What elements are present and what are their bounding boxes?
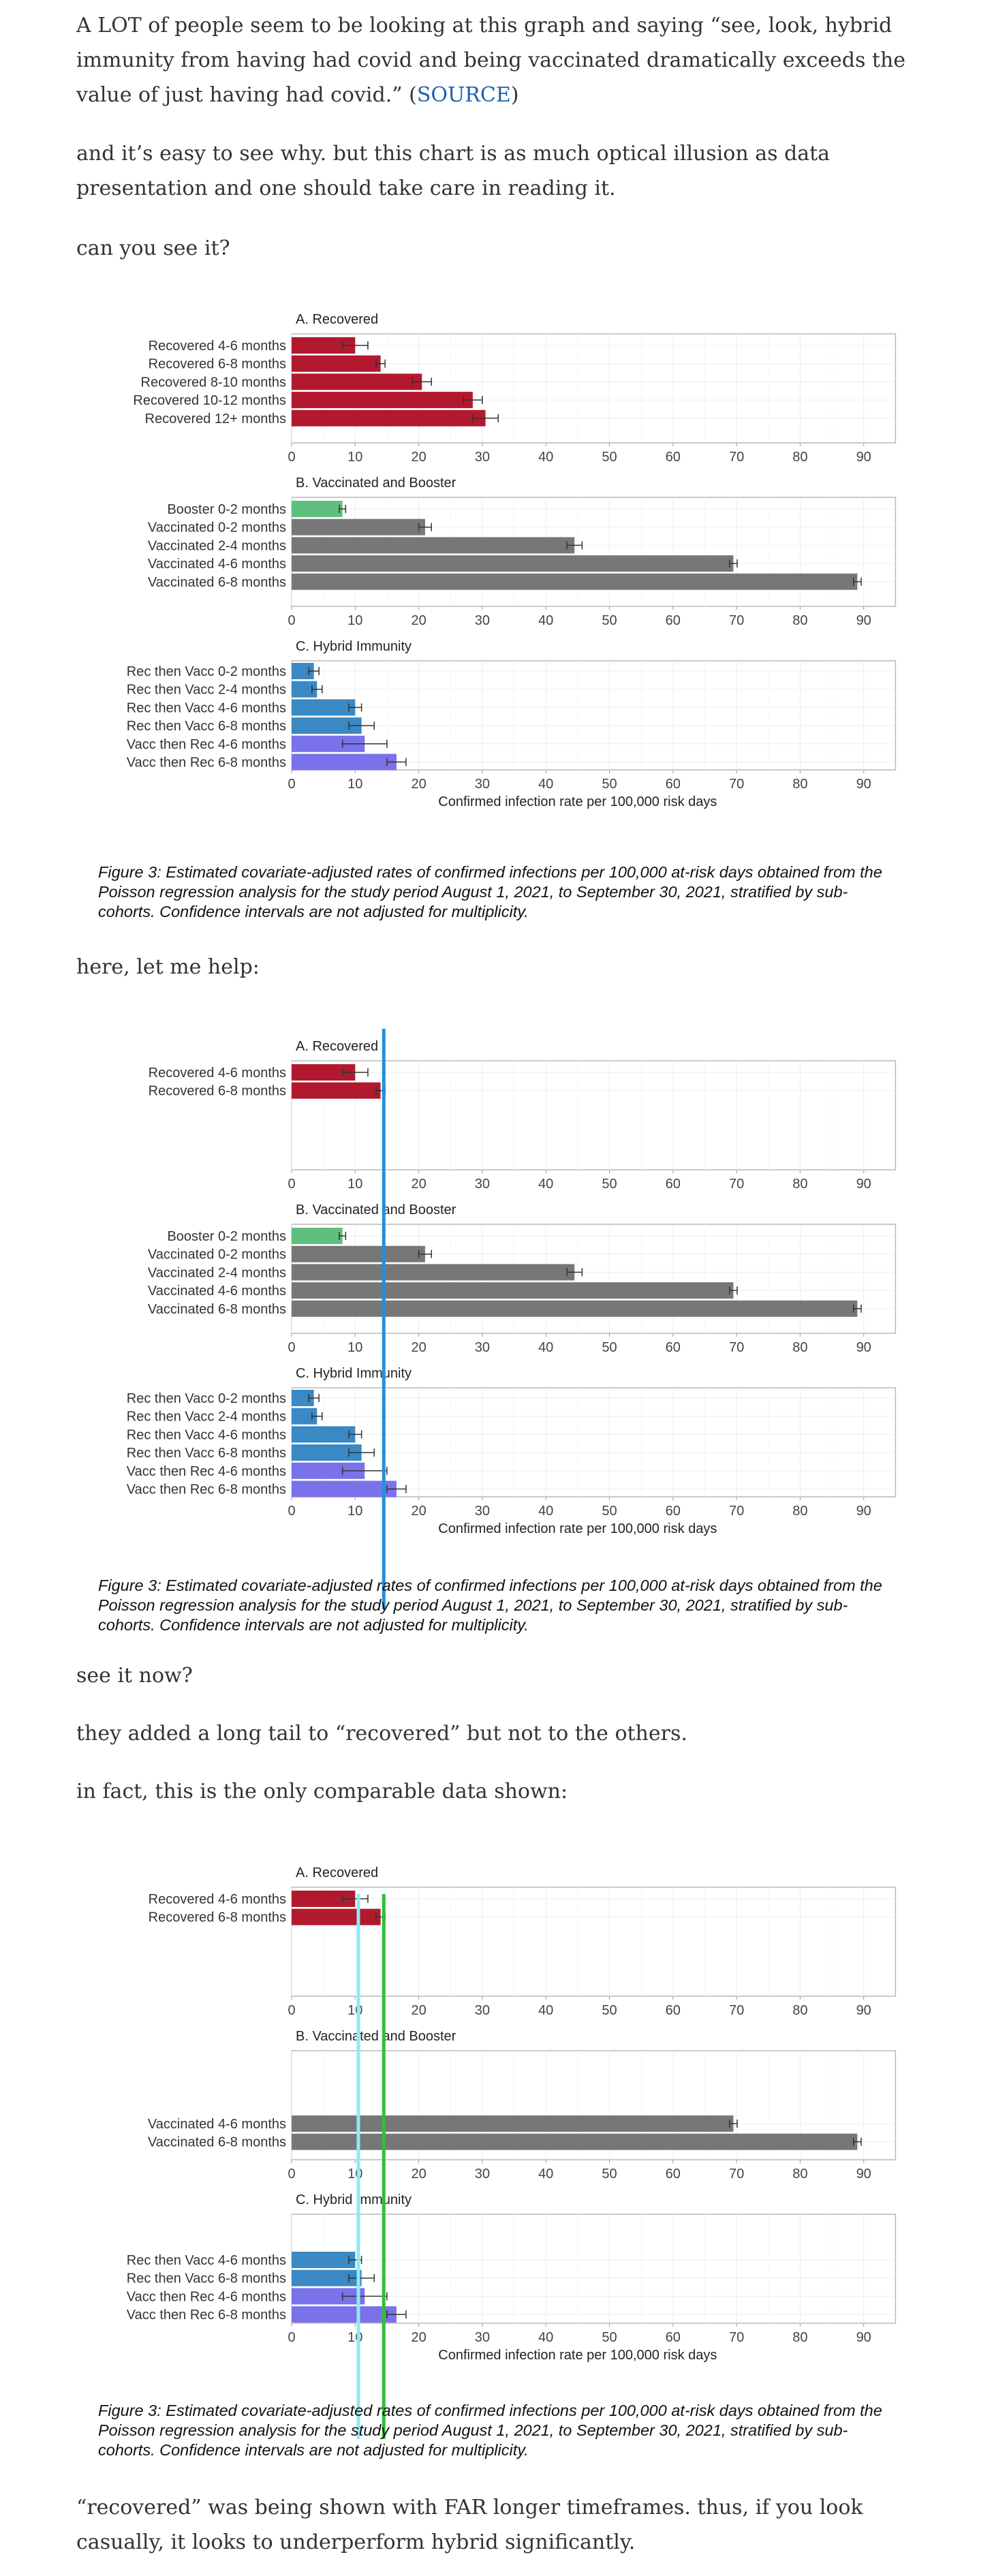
figure-caption-1: Figure 3: Estimated covariate-adjusted rates of confirmed infections per 100,000 at-risk days obtained from the Poisson regression analysis for the study period August 1, 2021, to September 30, 2021, stratified by sub-cohorts. Confidence intervals are not adjusted for multiplicity. bbox=[98, 863, 882, 920]
x-axis-label: Confirmed infection rate per 100,000 risk days bbox=[438, 794, 717, 809]
tick-label: 90 bbox=[856, 1177, 871, 1192]
paragraph-see-it-now: see it now? bbox=[76, 1664, 193, 1688]
tick-label: 70 bbox=[728, 450, 745, 465]
bar bbox=[292, 410, 486, 426]
bar bbox=[292, 754, 397, 771]
tick-label: 80 bbox=[792, 2167, 808, 2182]
tick-label: 50 bbox=[602, 613, 617, 628]
tick-label: 0 bbox=[288, 450, 296, 465]
category-label: Vaccinated 4-6 months bbox=[147, 2117, 286, 2132]
tick-label: 80 bbox=[792, 450, 808, 465]
figure-caption-2: Figure 3: Estimated covariate-adjusted rates of confirmed infections per 100,000 at-risk days obtained from the Poisson regression analysis for the study period August 1, 2021, to September 30, 2021, stratified by sub-cohorts. Confidence intervals are not adjusted for multiplicity. bbox=[98, 1577, 882, 1634]
tick-label: 30 bbox=[474, 613, 491, 628]
tick-label: 40 bbox=[538, 613, 554, 628]
paragraph-can-you-see: can you see it? bbox=[76, 236, 230, 260]
category-label: Rec then Vacc 0-2 months bbox=[126, 664, 286, 679]
panel-title: C. Hybrid Immunity bbox=[296, 2192, 412, 2207]
bar bbox=[292, 519, 425, 536]
category-label: Vaccinated 6-8 months bbox=[147, 2135, 286, 2150]
source-close-paren: ) bbox=[510, 83, 519, 107]
tick-label: 60 bbox=[665, 2330, 681, 2345]
tick-label: 60 bbox=[665, 1340, 681, 1355]
tick-label: 30 bbox=[474, 450, 491, 465]
category-label: Rec then Vacc 6-8 months bbox=[126, 1446, 286, 1461]
tick-label: 20 bbox=[411, 450, 427, 465]
category-label: Recovered 12+ months bbox=[144, 411, 286, 426]
bar bbox=[292, 2306, 397, 2323]
tick-label: 50 bbox=[602, 2330, 617, 2345]
tick-label: 30 bbox=[474, 1340, 491, 1355]
tick-label: 80 bbox=[792, 613, 808, 628]
figure-annotated-chart bbox=[0, 1008, 992, 1594]
tick-label: 60 bbox=[665, 2003, 681, 2018]
tick-label: 90 bbox=[856, 1504, 871, 1519]
tick-label: 60 bbox=[665, 1177, 681, 1192]
tick-label: 30 bbox=[474, 1177, 491, 1192]
panel-frame bbox=[292, 661, 895, 770]
tick-label: 50 bbox=[602, 2167, 617, 2182]
tick-label: 0 bbox=[288, 2003, 296, 2018]
bar bbox=[292, 555, 733, 572]
category-label: Rec then Vacc 4-6 months bbox=[126, 2253, 286, 2268]
panel-title: B. Vaccinated and Booster bbox=[296, 2029, 456, 2044]
tick-label: 50 bbox=[602, 1504, 617, 1519]
category-label: Recovered 4-6 months bbox=[148, 1066, 286, 1081]
tick-label: 50 bbox=[602, 1340, 617, 1355]
tick-label: 90 bbox=[856, 777, 871, 792]
category-label: Vaccinated 0-2 months bbox=[147, 520, 286, 536]
tick-label: 90 bbox=[856, 1340, 871, 1355]
tick-label: 20 bbox=[411, 1504, 427, 1519]
tick-label: 30 bbox=[474, 2330, 491, 2345]
bar bbox=[292, 1083, 381, 1099]
category-label: Recovered 10-12 months bbox=[133, 393, 286, 409]
tick-label: 60 bbox=[665, 613, 681, 628]
figure-original-chart bbox=[0, 310, 992, 809]
tick-label: 50 bbox=[602, 1177, 617, 1192]
panel-title: C. Hybrid Immunity bbox=[296, 1366, 412, 1381]
category-label: Rec then Vacc 6-8 months bbox=[126, 719, 286, 734]
tick-label: 70 bbox=[728, 777, 745, 792]
tick-label: 10 bbox=[347, 1177, 363, 1192]
tick-label: 70 bbox=[728, 2003, 745, 2018]
tick-label: 10 bbox=[347, 613, 363, 628]
category-label: Vaccinated 4-6 months bbox=[147, 557, 286, 572]
category-label: Rec then Vacc 2-4 months bbox=[126, 682, 286, 698]
tick-label: 0 bbox=[288, 2330, 296, 2345]
tick-label: 70 bbox=[728, 1177, 745, 1192]
category-label: Vacc then Rec 6-8 months bbox=[126, 1482, 286, 1498]
tick-label: 10 bbox=[347, 1340, 363, 1355]
tick-label: 30 bbox=[474, 2167, 491, 2182]
paragraph-intro bbox=[76, 8, 935, 112]
tick-label: 20 bbox=[411, 2167, 427, 2182]
figure-comparable-chart bbox=[0, 1840, 992, 2398]
tick-label: 30 bbox=[474, 1504, 491, 1519]
panel-title: A. Recovered bbox=[296, 1865, 379, 1880]
tick-label: 70 bbox=[728, 1340, 745, 1355]
tick-label: 80 bbox=[792, 1177, 808, 1192]
chart-annotated bbox=[0, 1008, 992, 1594]
source-link[interactable]: SOURCE bbox=[416, 83, 511, 107]
bar bbox=[292, 1264, 574, 1280]
tick-label: 70 bbox=[728, 2330, 745, 2345]
tick-label: 20 bbox=[411, 1340, 427, 1355]
category-label: Rec then Vacc 0-2 months bbox=[126, 1391, 286, 1406]
tick-label: 20 bbox=[411, 777, 427, 792]
bar bbox=[292, 1282, 733, 1299]
tick-label: 80 bbox=[792, 1504, 808, 1519]
tick-label: 0 bbox=[288, 613, 296, 628]
tick-label: 80 bbox=[792, 1340, 808, 1355]
tick-label: 40 bbox=[538, 2330, 554, 2345]
tick-label: 60 bbox=[665, 450, 681, 465]
bar bbox=[292, 1246, 425, 1262]
tick-label: 80 bbox=[792, 2003, 808, 2018]
tick-label: 10 bbox=[347, 450, 363, 465]
category-label: Vaccinated 4-6 months bbox=[147, 1284, 286, 1299]
tick-label: 10 bbox=[347, 1504, 363, 1519]
bar bbox=[292, 373, 422, 390]
bar bbox=[292, 356, 381, 372]
paragraph-comparable: in fact, this is the only comparable data shown: bbox=[76, 1780, 568, 1803]
category-label: Rec then Vacc 6-8 months bbox=[126, 2271, 286, 2286]
tick-label: 10 bbox=[347, 777, 363, 792]
x-axis-label: Confirmed infection rate per 100,000 risk days bbox=[438, 2348, 717, 2363]
tick-label: 70 bbox=[728, 1504, 745, 1519]
panel-title: B. Vaccinated and Booster bbox=[296, 1202, 456, 1217]
tick-label: 30 bbox=[474, 2003, 491, 2018]
bar bbox=[292, 2134, 857, 2150]
category-label: Vaccinated 6-8 months bbox=[147, 574, 286, 590]
category-label: Recovered 4-6 months bbox=[148, 339, 286, 354]
paragraph-long-tail: they added a long tail to “recovered” but not to the others. bbox=[76, 1722, 687, 1745]
category-label: Vacc then Rec 4-6 months bbox=[126, 2289, 286, 2305]
tick-label: 70 bbox=[728, 613, 745, 628]
category-label: Vacc then Rec 4-6 months bbox=[126, 736, 286, 752]
tick-label: 50 bbox=[602, 777, 617, 792]
category-label: Recovered 4-6 months bbox=[148, 1892, 286, 1907]
paragraph-let-me-help: here, let me help: bbox=[76, 955, 260, 979]
category-label: Vaccinated 0-2 months bbox=[147, 1247, 286, 1262]
category-label: Recovered 6-8 months bbox=[148, 356, 286, 372]
bar bbox=[292, 501, 343, 517]
paragraph-illusion: and it’s easy to see why. but this chart is as much optical illusion as data presentation and one should take care in reading it. bbox=[76, 142, 831, 200]
category-label: Rec then Vacc 4-6 months bbox=[126, 1427, 286, 1443]
tick-label: 90 bbox=[856, 2003, 871, 2018]
chart-comparable bbox=[0, 1840, 992, 2398]
tick-label: 10 bbox=[347, 2330, 363, 2345]
bar bbox=[292, 392, 473, 408]
tick-label: 40 bbox=[538, 1504, 554, 1519]
paragraph-conclusion: “recovered” was being shown with FAR longer timeframes. thus, if you look casually, it looks to underperform hybrid significantly. bbox=[76, 2496, 863, 2554]
tick-label: 60 bbox=[665, 777, 681, 792]
tick-label: 0 bbox=[288, 2167, 296, 2182]
category-label: Booster 0-2 months bbox=[167, 1229, 286, 1244]
bar bbox=[292, 1426, 355, 1442]
source-open-paren: ( bbox=[409, 83, 417, 107]
tick-label: 0 bbox=[288, 777, 296, 792]
bar bbox=[292, 2252, 355, 2268]
bar bbox=[292, 1301, 857, 1317]
tick-label: 20 bbox=[411, 2330, 427, 2345]
tick-label: 10 bbox=[347, 2003, 363, 2018]
category-label: Rec then Vacc 4-6 months bbox=[126, 700, 286, 716]
category-label: Booster 0-2 months bbox=[167, 502, 286, 517]
tick-label: 90 bbox=[856, 2167, 871, 2182]
tick-label: 70 bbox=[728, 2167, 745, 2182]
tick-label: 40 bbox=[538, 777, 554, 792]
tick-label: 90 bbox=[856, 2330, 871, 2345]
tick-label: 50 bbox=[602, 450, 617, 465]
category-label: Rec then Vacc 2-4 months bbox=[126, 1409, 286, 1425]
tick-label: 90 bbox=[856, 450, 871, 465]
tick-label: 20 bbox=[411, 2003, 427, 2018]
bar bbox=[292, 537, 574, 553]
tick-label: 40 bbox=[538, 2003, 554, 2018]
category-label: Recovered 6-8 months bbox=[148, 1910, 286, 1925]
panel-title: C. Hybrid Immunity bbox=[296, 639, 412, 654]
chart-original bbox=[0, 310, 992, 809]
tick-label: 0 bbox=[288, 1177, 296, 1192]
tick-label: 0 bbox=[288, 1504, 296, 1519]
tick-label: 60 bbox=[665, 1504, 681, 1519]
category-label: Vacc then Rec 6-8 months bbox=[126, 2308, 286, 2323]
tick-label: 40 bbox=[538, 450, 554, 465]
tick-label: 40 bbox=[538, 1177, 554, 1192]
tick-label: 80 bbox=[792, 2330, 808, 2345]
tick-label: 10 bbox=[347, 2167, 363, 2182]
tick-label: 0 bbox=[288, 1340, 296, 1355]
tick-label: 50 bbox=[602, 2003, 617, 2018]
x-axis-label: Confirmed infection rate per 100,000 risk days bbox=[438, 1521, 717, 1536]
category-label: Recovered 8-10 months bbox=[140, 375, 286, 390]
category-label: Vaccinated 2-4 months bbox=[147, 1265, 286, 1281]
tick-label: 60 bbox=[665, 2167, 681, 2182]
category-label: Vaccinated 6-8 months bbox=[147, 1301, 286, 1317]
bar bbox=[292, 1228, 343, 1244]
panel-title: A. Recovered bbox=[296, 312, 379, 327]
tick-label: 80 bbox=[792, 777, 808, 792]
figure-caption-3: Figure 3: Estimated covariate-adjusted rates of confirmed infections per 100,000 at-risk days obtained from the Poisson regression analysis for the study period August 1, 2021, to September 30, 2021, stratified by sub-cohorts. Confidence intervals are not adjusted for multiplicity. bbox=[98, 2402, 882, 2459]
category-label: Recovered 6-8 months bbox=[148, 1083, 286, 1099]
bar bbox=[292, 574, 857, 590]
tick-label: 20 bbox=[411, 613, 427, 628]
panel-title: A. Recovered bbox=[296, 1039, 379, 1054]
tick-label: 30 bbox=[474, 777, 491, 792]
category-label: Vacc then Rec 6-8 months bbox=[126, 755, 286, 771]
bar bbox=[292, 1909, 381, 1925]
tick-label: 90 bbox=[856, 613, 871, 628]
tick-label: 20 bbox=[411, 1177, 427, 1192]
tick-label: 40 bbox=[538, 2167, 554, 2182]
category-label: Vaccinated 2-4 months bbox=[147, 538, 286, 554]
paragraph-intro-text: A LOT of people seem to be looking at this graph and saying “see, look, hybrid immunity from having had covid and being vaccinated dramatically exceeds the value of just having had covid.” bbox=[76, 14, 906, 107]
bar bbox=[292, 1481, 397, 1498]
panel-title: B. Vaccinated and Booster bbox=[296, 476, 456, 491]
tick-label: 40 bbox=[538, 1340, 554, 1355]
bar bbox=[292, 699, 355, 715]
category-label: Vacc then Rec 4-6 months bbox=[126, 1463, 286, 1479]
